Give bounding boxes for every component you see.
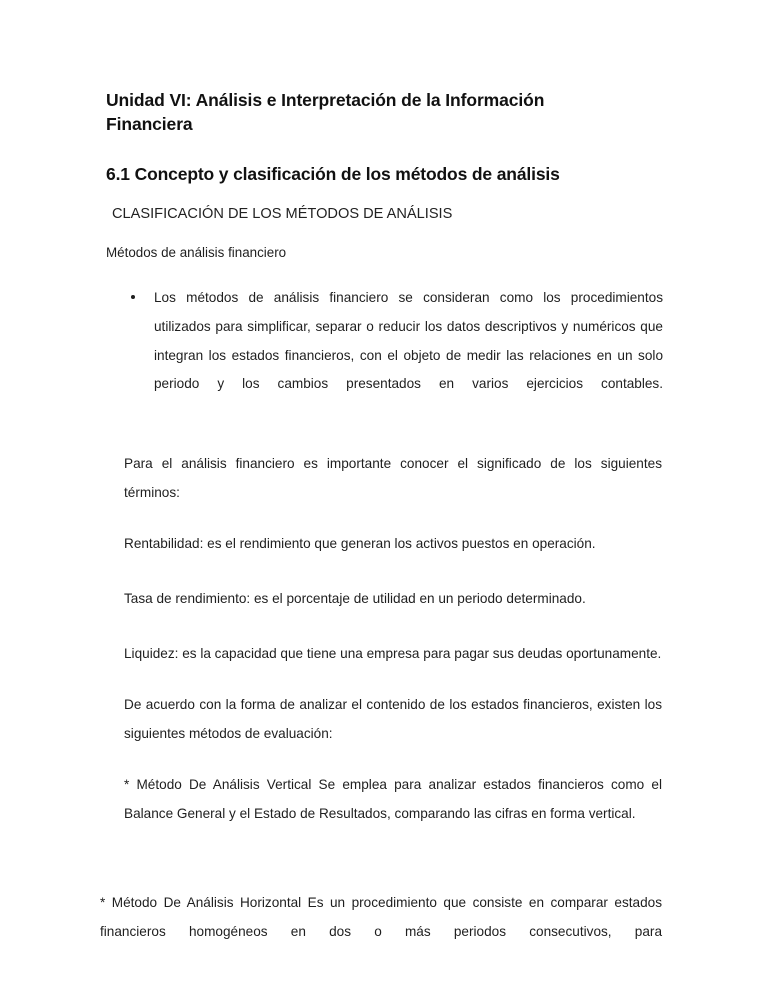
section-heading: 6.1 Concepto y clasificación de los métodos de análisis <box>106 164 560 185</box>
paragraph-analisis-vertical: * Método De Análisis Vertical Se emplea para analizar estados financieros como el Balance General y el Estado de Resultados, comparando las cifras en forma vertical. <box>124 777 662 821</box>
paragraph-metodos-evaluacion: De acuerdo con la forma de analizar el contenido de los estados financieros, existen los siguientes métodos de evaluación: <box>124 697 662 742</box>
bullet-list <box>106 284 662 429</box>
list-item-text: Los métodos de análisis financiero se consideran como los procedimientos utilizados para simplificar, separar o reducir los datos descriptivos y numéricos que integran los estados financieros, con el objeto de medir las relaciones en un solo periodo y los cambios presentados en varios ejercicios contables. <box>154 289 663 392</box>
paragraph-rentabilidad: Rentabilidad: es el rendimiento que generan los activos puestos en operación. <box>124 536 596 552</box>
page-title: Unidad VI: Análisis e Interpretación de la Información Financiera <box>106 90 545 135</box>
list-item <box>106 284 663 429</box>
paragraph-analisis-horizontal: * Método De Análisis Horizontal Es un procedimiento que consiste en comparar estados financieros homogéneos en dos o más periodos consecutivos, para <box>100 894 662 939</box>
section-caption: CLASIFICACIÓN DE LOS MÉTODOS DE ANÁLISIS <box>112 206 453 223</box>
bullet-point-icon <box>131 295 135 299</box>
paragraph-liquidez: Liquidez: es la capacidad que tiene una empresa para pagar sus deudas oportunamente. <box>124 646 662 662</box>
paragraph-tasa-rendimiento: Tasa de rendimiento: es el porcentaje de utilidad en un periodo determinado. <box>124 591 586 607</box>
lead-line: Métodos de análisis financiero <box>106 244 287 260</box>
paragraph-terminos-intro: Para el análisis financiero es importante conocer el significado de los siguientes términos: <box>124 456 662 501</box>
